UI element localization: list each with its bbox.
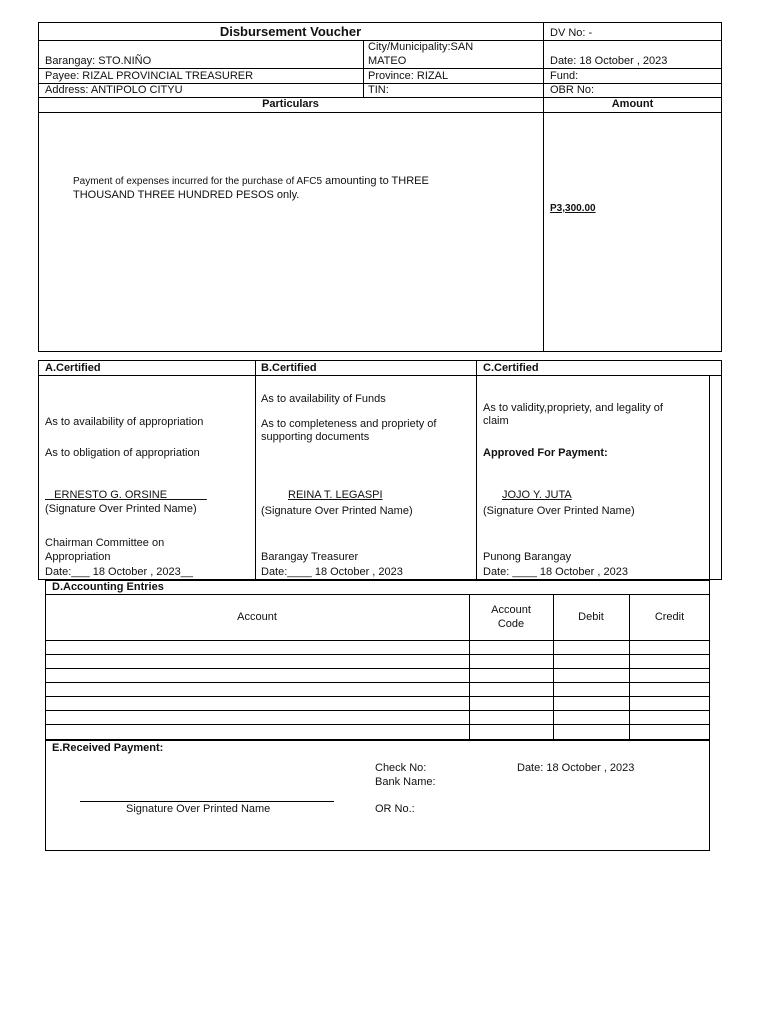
certified-b-line2b: supporting documents (261, 431, 370, 443)
received-date: Date: 18 October , 2023 (517, 762, 635, 774)
certified-a-date-value: 18 October , 2023__ (92, 566, 194, 578)
city-field: City/Municipality:SAN (368, 41, 474, 53)
col-line (476, 360, 477, 580)
col-credit: Credit (654, 611, 685, 623)
certified-a-date (45, 566, 193, 579)
certified-b-date-label: Date:____ (261, 566, 312, 578)
row-line (45, 710, 710, 711)
check-no: Check No: (375, 762, 427, 774)
dv-number: DV No: - (550, 27, 593, 39)
particulars-text-line2: THOUSAND THREE HUNDRED PESOS only. (73, 189, 300, 201)
amount-value: P3,300.00 (550, 203, 596, 214)
certified-c-line1a: As to validity,propriety, and legality of (483, 402, 663, 414)
certified-b-line1: As to availability of Funds (261, 393, 386, 405)
certified-a-line2: As to obligation of appropriation (45, 447, 200, 459)
certified-c-signer: JOJO Y. JUTA (502, 489, 572, 501)
col-debit: Debit (578, 611, 604, 623)
tin-field: TIN: (368, 84, 389, 96)
row-line (45, 654, 710, 655)
certified-a-position-1: Chairman Committee on (45, 537, 165, 549)
certified-c-header: C.Certified (483, 362, 539, 374)
col-account: Account (237, 611, 277, 623)
barangay-field: Barangay: STO.NIÑO (45, 55, 152, 67)
row-line (38, 112, 722, 113)
col-line (709, 375, 710, 580)
certified-c-sig-caption: (Signature Over Printed Name) (483, 505, 635, 517)
certified-b-signer: REINA T. LEGASPI (288, 489, 383, 501)
received-header: E.Received Payment: (52, 742, 164, 754)
certified-b-sig-caption: (Signature Over Printed Name) (261, 505, 413, 517)
received-sig-caption: Signature Over Printed Name (126, 803, 271, 815)
certified-b-position: Barangay Treasurer (261, 551, 359, 563)
obr-field: OBR No: (550, 84, 595, 96)
particulars-text-b: amounting to THREE (325, 175, 429, 187)
fund-field: Fund: (550, 70, 579, 82)
row-line (45, 724, 710, 725)
accounting-header: D.Accounting Entries (52, 581, 164, 593)
certified-b-date (261, 566, 403, 579)
col-account-code-1: Account (491, 604, 531, 616)
row-line (45, 668, 710, 669)
certified-a-signer (45, 489, 207, 502)
row-line (45, 696, 710, 697)
row-line (38, 375, 722, 376)
col-line (363, 40, 364, 97)
col-line (255, 360, 256, 580)
certified-c-line1b: claim (483, 415, 509, 427)
row-line (45, 640, 710, 641)
city-field-cont: MATEO (368, 55, 407, 67)
or-no: OR No.: (375, 803, 415, 815)
certified-c-position: Punong Barangay (483, 551, 572, 563)
certified-c-date-value: 18 October , 2023 (539, 566, 628, 578)
certified-a-sig-caption: (Signature Over Printed Name) (45, 503, 197, 515)
certified-a-signer-name: ERNESTO G. ORSINE (54, 489, 168, 501)
voucher-title: Disbursement Voucher (219, 24, 362, 39)
row-line (38, 68, 722, 69)
certified-b-line2a: As to completeness and propriety of (261, 418, 437, 430)
date-field: Date: 18 October , 2023 (550, 55, 668, 67)
received-frame (45, 740, 710, 851)
particulars-text-line1 (73, 175, 429, 188)
bank-name: Bank Name: (375, 776, 436, 788)
address-field: Address: ANTIPOLO CITYU (45, 84, 183, 96)
certified-b-header: B.Certified (261, 362, 317, 374)
certified-a-header: A.Certified (45, 362, 101, 374)
col-line (543, 22, 544, 352)
certified-c-date-label: Date: ____ (483, 566, 537, 578)
row-line (45, 594, 710, 595)
certified-c-approved: Approved For Payment: (483, 447, 608, 459)
certified-a-position-2: Appropriation (45, 551, 111, 563)
province-field: Province: RIZAL (368, 70, 449, 82)
col-account-code-2: Code (497, 618, 525, 630)
payee-field: Payee: RIZAL PROVINCIAL TREASURER (45, 70, 254, 82)
amount-header: Amount (611, 98, 654, 110)
particulars-header: Particulars (262, 98, 319, 110)
certified-c-date (483, 566, 628, 579)
certified-b-date-value: 18 October , 2023 (314, 566, 403, 578)
certified-a-date-label: Date:___ (45, 566, 90, 578)
signature-line (80, 801, 334, 802)
particulars-text-a: Payment of expenses incurred for the purchase of AFC5 (73, 176, 323, 187)
row-line (45, 682, 710, 683)
certified-a-line1: As to availability of appropriation (45, 416, 204, 428)
accounting-frame (45, 580, 710, 740)
